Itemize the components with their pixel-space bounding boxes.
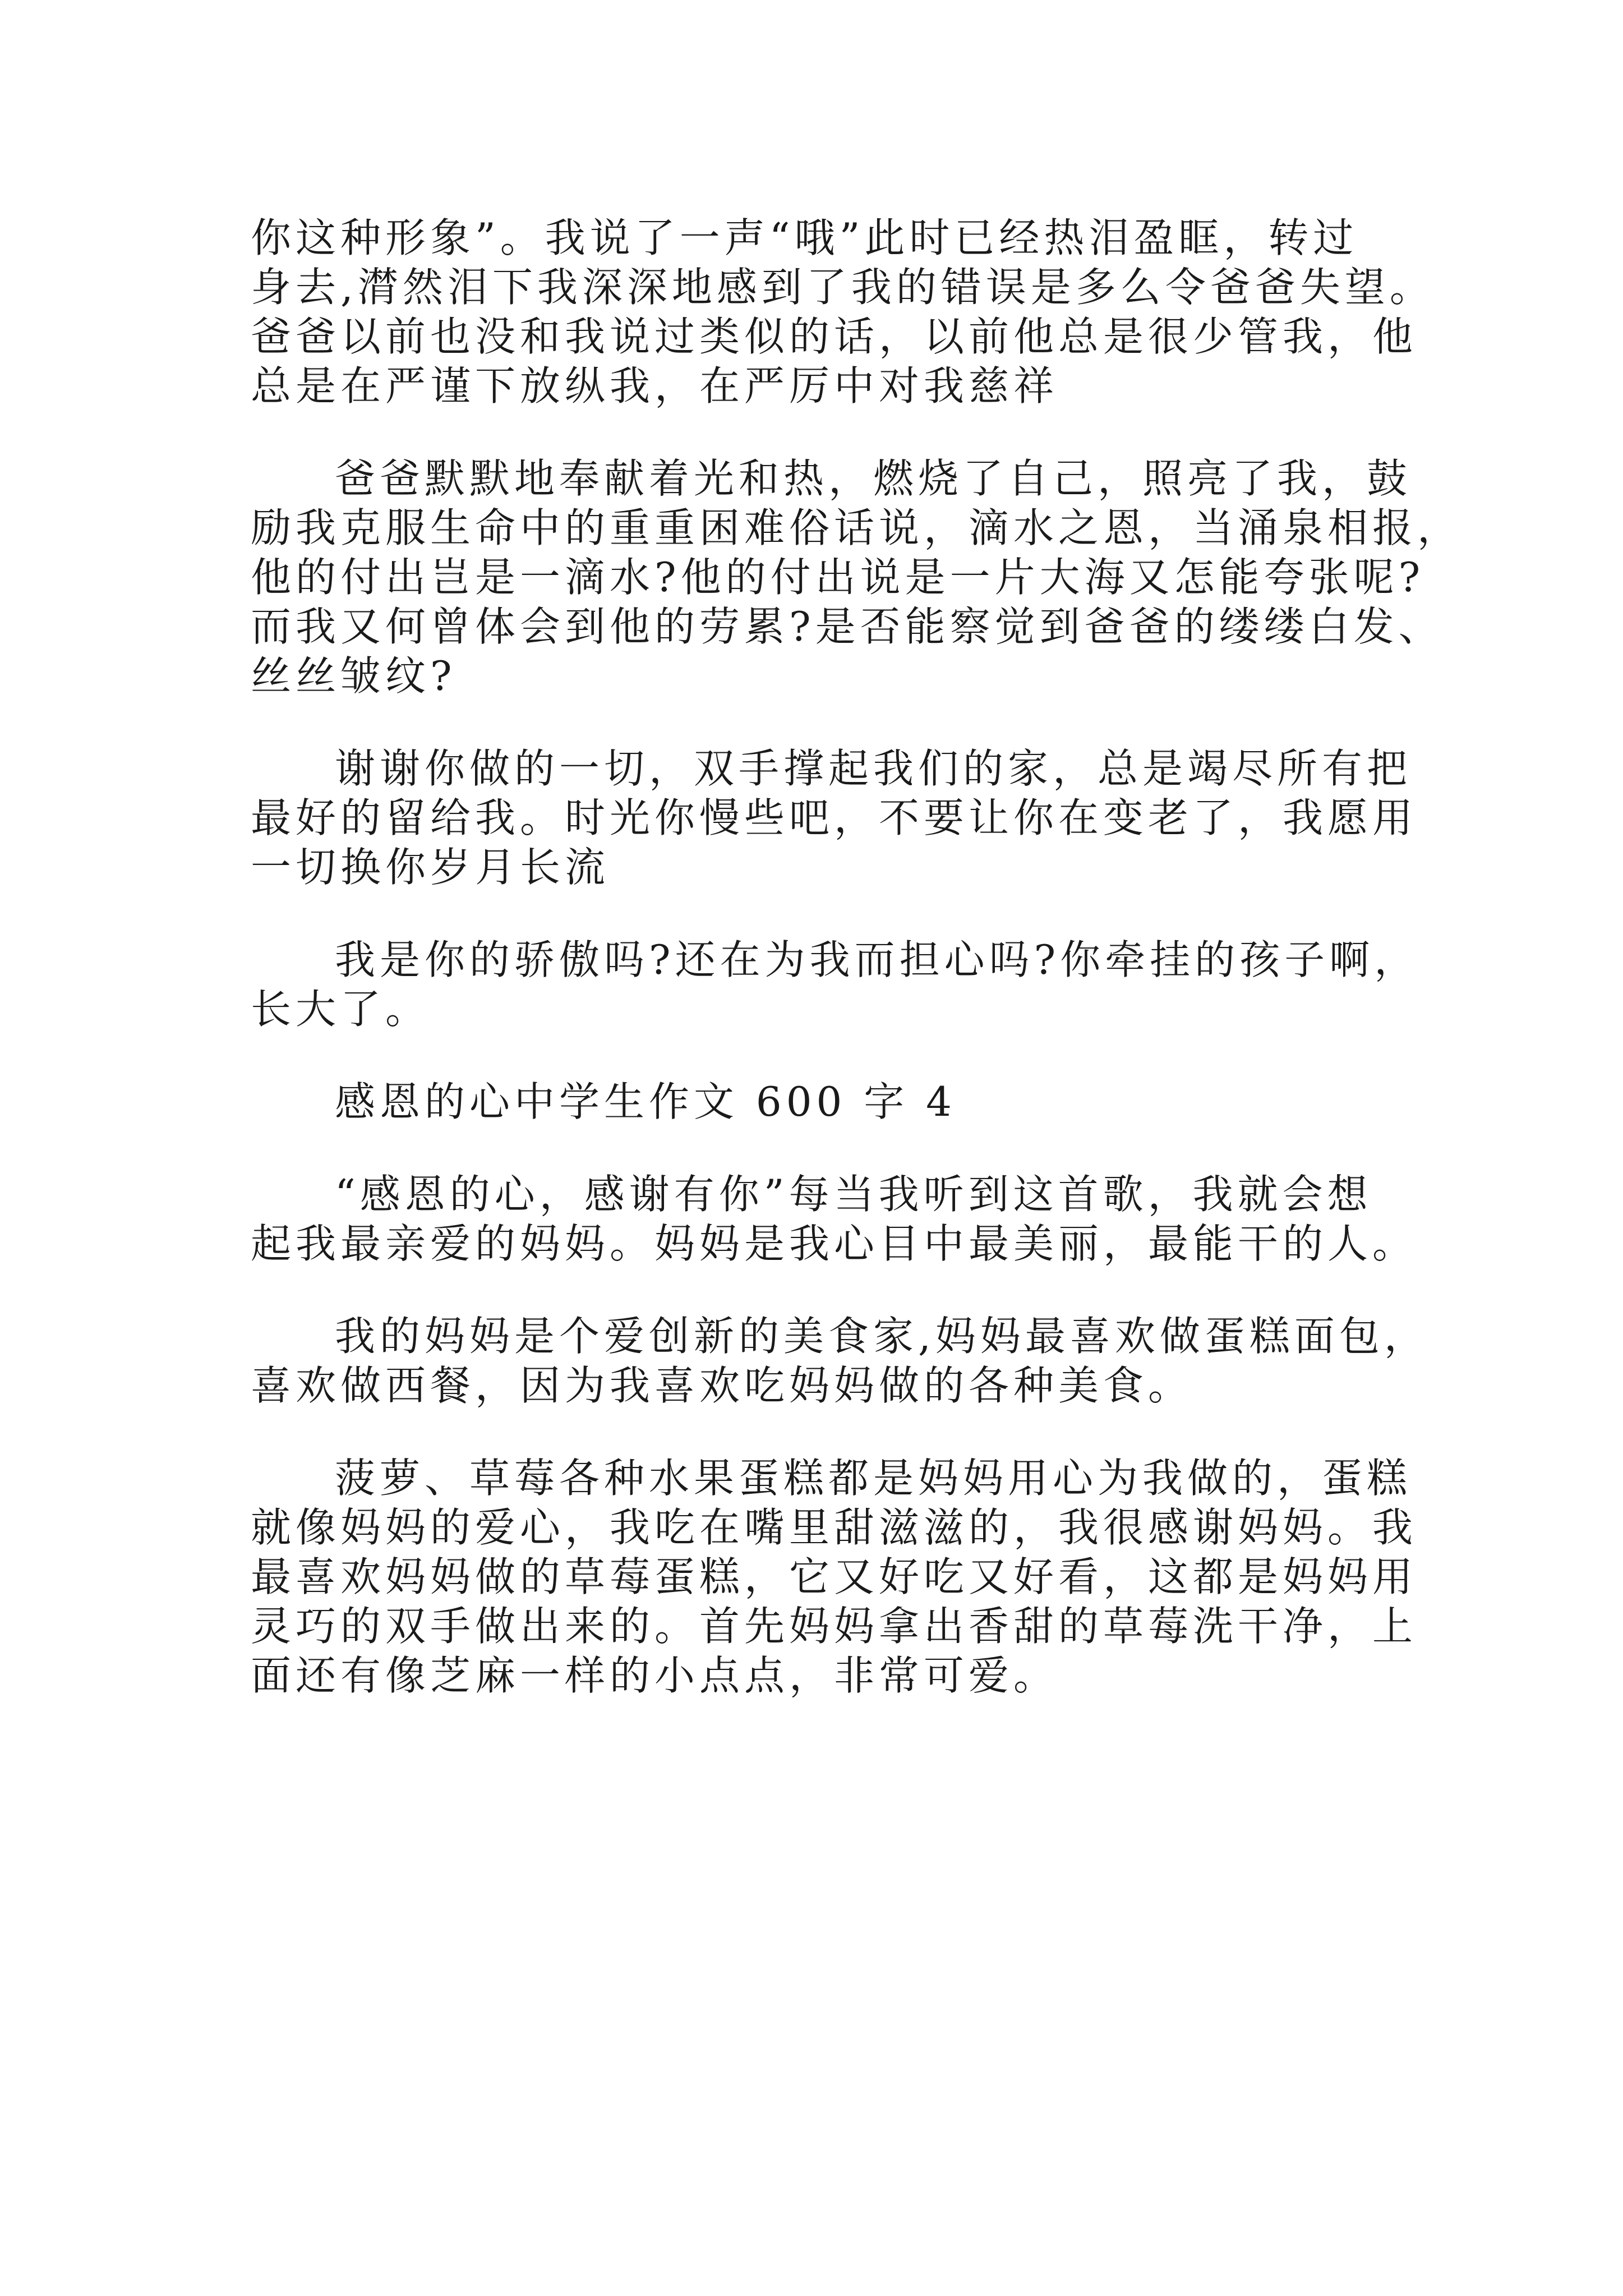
text-line: 爸爸默默地奉献着光和热，燃烧了自己，照亮了我，鼓: [335, 455, 1412, 502]
text-line: 我的妈妈是个爱创新的美食家,妈妈最喜欢做蛋糕面包，: [335, 1313, 1429, 1360]
section-heading: 感恩的心中学生作文 600 字 4: [335, 1078, 956, 1125]
text-line: 身去,潸然泪下我深深地感到了我的错误是多么令爸爸失望。: [251, 264, 1435, 311]
text-line: 菠萝、草莓各种水果蛋糕都是妈妈用心为我做的，蛋糕: [335, 1455, 1412, 1502]
text-line: 最好的留给我。时光你慢些吧，不要让你在变老了，我愿用: [251, 794, 1418, 841]
text-line: 谢谢你做的一切，双手撑起我们的家，总是竭尽所有把: [335, 745, 1412, 792]
text-line: 灵巧的双手做出来的。首先妈妈拿出香甜的草莓洗干净，上: [251, 1603, 1418, 1650]
text-line: 总是在严谨下放纵我，在严厉中对我慈祥: [251, 362, 1059, 409]
text-line: 一切换你岁月长流: [251, 844, 610, 891]
text-line: 长大了。: [251, 986, 431, 1033]
text-line: 丝丝皱纹?: [251, 652, 457, 700]
text-line: 他的付出岂是一滴水?他的付出说是一片大海又怎能夸张呢?: [251, 554, 1425, 601]
text-line: 爸爸以前也没和我说过类似的话，以前他总是很少管我，他: [251, 313, 1418, 360]
text-line: 你这种形象”。我说了一声“哦”此时已经热泪盈眶，转过: [251, 214, 1358, 261]
text-line: 而我又何曾体会到他的劳累?是否能察觉到爸爸的缕缕白发、: [251, 603, 1444, 650]
text-line: 就像妈妈的爱心，我吃在嘴里甜滋滋的，我很感谢妈妈。我: [251, 1504, 1418, 1551]
text-line: 我是你的骄傲吗?还在为我而担心吗?你牵挂的孩子啊，: [335, 936, 1419, 983]
document-body: [251, 213, 1462, 1700]
text-line: 起我最亲爱的妈妈。妈妈是我心目中最美丽，最能干的人。: [251, 1220, 1418, 1267]
text-line: 喜欢做西餐，因为我喜欢吃妈妈做的各种美食。: [251, 1362, 1193, 1409]
text-line: 励我克服生命中的重重困难俗话说，滴水之恩，当涌泉相报，: [251, 504, 1463, 551]
text-line: “感恩的心，感谢有你”每当我听到这首歌，我就会想: [335, 1171, 1372, 1218]
text-line: 最喜欢妈妈做的草莓蛋糕，它又好吃又好看，这都是妈妈用: [251, 1553, 1418, 1600]
text-line: 面还有像芝麻一样的小点点，非常可爱。: [251, 1652, 1059, 1699]
